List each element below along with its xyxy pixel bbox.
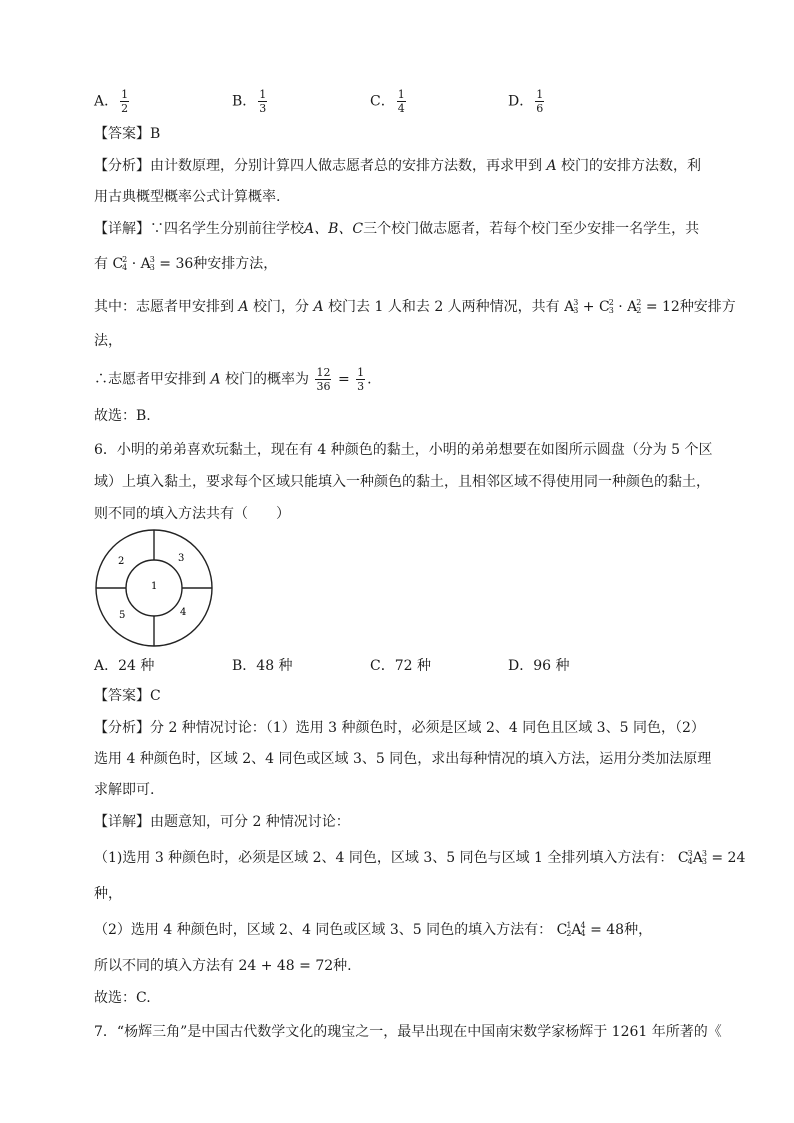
q5-detail-line1: 【详解】∵四名学生分别前往学校A、B、C三个校门做志愿者，若每个校门至少安排一名学生，共 (94, 221, 700, 237)
option-d: D． $\frac{1}{6}$ (508, 88, 544, 115)
q6-detail-line2: （1)选用 3 种颜色时，必须是区域 2、4 同色，区域 3、5 同色与区域 1 全排列填入方法有： C 3 4 A 3 3 = 24 (94, 849, 746, 866)
q6-option-d: D．96 种 (508, 658, 570, 674)
disc-diagram (92, 526, 216, 650)
formula-a33-c32-a22: A 3 3 + C 2 3 · A 2 2 (564, 298, 642, 315)
q5-detail-line2: 有 C 2 4 · A 3 3 = 36种安排方法， (94, 255, 278, 272)
q6-analysis-line2: 选用 4 种颜色时，区域 2、4 同色或区域 3、5 同色，求出每种情况的填入方法，运用分类加法原理 (94, 751, 712, 767)
formula-c42-a33: C 2 4 · A 3 3 (112, 255, 155, 272)
q6-answer: 【答案】C (94, 688, 161, 704)
q6-option-c: C．72 种 (370, 658, 431, 674)
q6-analysis-line3: 求解即可. (94, 782, 155, 798)
region-label-3: 3 (178, 553, 185, 564)
q5-detail-line4: 法， (94, 333, 122, 349)
q5-answer: 【答案】B (94, 126, 161, 142)
q6-option-b: B．48 种 (232, 658, 293, 674)
q6-detail-line1: 【详解】由题意知，可分 2 种情况讨论： (94, 814, 350, 830)
region-label-4: 4 (180, 607, 187, 618)
region-label-1: 1 (151, 581, 158, 592)
q6-detail-line5: 所以不同的填入方法有 24 + 48 = 72种. (94, 958, 352, 974)
q5-analysis-line1: 【分析】由计数原理，分别计算四人做志愿者总的安排方法数，再求甲到 A 校门的安排方法数，利 (94, 158, 702, 174)
region-label-5: 5 (119, 610, 126, 621)
q6-stem-line1: 6．小明的弟弟喜欢玩黏土，现在有 4 种颜色的黏土，小明的弟弟想要在如图所示圆盘（分为 5 个区 (94, 442, 713, 458)
q5-detail-line5: ∴志愿者甲安排到 A 校门的概率为 $\frac{12}{36}$ = $\frac{1}{3}$ . (94, 366, 372, 393)
q6-stem-line3: 则不同的填入方法共有（ ） (94, 506, 290, 522)
region-label-2: 2 (118, 556, 125, 567)
q6-detail-line4: （2）选用 4 种颜色时，区域 2、4 同色或区域 3、5 同色的填入方法有： C 1 2 A 4 4 = 48种， (94, 921, 653, 938)
q6-analysis-line1: 【分析】分 2 种情况讨论：（1）选用 3 种颜色时，必须是区域 2、4 同色且区域 3、5 同色，（2） (94, 720, 705, 736)
option-c: C． $\frac{1}{4}$ (370, 88, 405, 115)
formula-c43-a33: C 3 4 A 3 3 (677, 849, 707, 866)
q5-choose: 故选：B. (94, 408, 151, 424)
formula-c21-a44: C 1 2 A 4 4 (556, 921, 586, 938)
q5-detail-line3: 其中：志愿者甲安排到 A 校门，分 A 校门去 1 人和去 2 人两种情况，共有 A 3 3 + C 2 3 · A 2 2 = 12种安排方 (94, 298, 736, 315)
q6-stem-line2: 域）上填入黏土，要求每个区域只能填入一种颜色的黏土，且相邻区域不得使用同一种颜色的黏土， (94, 474, 710, 490)
q6-detail-line3: 种， (94, 886, 122, 902)
q6-choose: 故选：C. (94, 990, 151, 1006)
option-a: A． $\frac{1}{2}$ (94, 88, 129, 115)
q5-analysis-line2: 用古典概型概率公式计算概率. (94, 189, 281, 205)
q6-option-a: A．24 种 (94, 658, 155, 674)
option-b: B． $\frac{1}{3}$ (232, 88, 267, 115)
q7-stem-line1: 7．“杨辉三角”是中国古代数学文化的瑰宝之一，最早出现在中国南宋数学家杨辉于 1261 年所著的《 (94, 1024, 722, 1040)
